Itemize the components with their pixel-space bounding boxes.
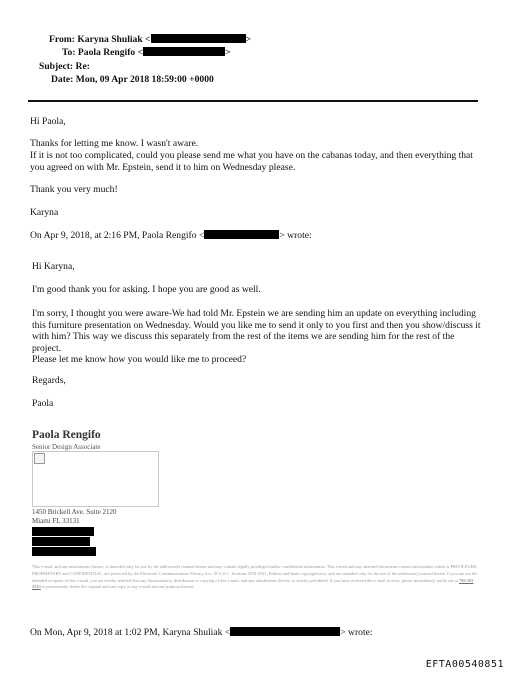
quote-intro-1 (30, 230, 485, 242)
to-label: To: (62, 47, 76, 58)
from-line (49, 34, 251, 46)
disclaimer (32, 564, 482, 591)
reply-signoff: Karyna (30, 207, 59, 218)
quote-greeting: Hi Karyna, (32, 261, 75, 272)
disclaimer-text-b: to permanently delete the original and any copy of any e-mail and any printout thereof. (41, 584, 195, 590)
quote-intro-1-prefix: On Apr 9, 2018, at 2:16 PM, Paola Rengifo < (30, 230, 205, 241)
date-label: Date: (51, 74, 74, 85)
redaction-bar (143, 47, 225, 56)
signature-title: Senior Design Associate (32, 443, 101, 451)
quote-intro-1-suffix: > wrote: (279, 230, 312, 241)
document-id: EFTA00540851 (425, 659, 504, 670)
date-line (51, 74, 214, 86)
redaction-bar (151, 34, 246, 43)
reply-greeting: Hi Paola, (30, 116, 66, 127)
quote-intro-2-suffix: > wrote: (340, 627, 373, 638)
from-value: Karyna Shuliak < (77, 34, 151, 45)
subject-label: Subject: (39, 61, 74, 72)
subject-value: Re: (75, 61, 90, 72)
broken-image-icon (34, 453, 45, 464)
reply-line-2: If it is not too complicated, could you please send me what you have on the cabanas today, and then everything that you agreed on with Mr. Epstein, send it to him on Wednesday please. (30, 150, 473, 173)
to-value: Paola Rengifo < (77, 47, 144, 58)
from-close: > (245, 34, 251, 45)
redaction-bar (32, 547, 96, 556)
quote-name: Paola (32, 398, 54, 409)
quote-line-1: I'm good thank you for asking. I hope you are good as well. (32, 284, 261, 295)
signature-logo-placeholder (32, 451, 159, 507)
subject-line (39, 61, 90, 73)
redaction-bar (32, 537, 90, 546)
redaction-bar (204, 230, 279, 239)
signature-address (32, 508, 116, 526)
redaction-bar (230, 627, 340, 636)
disclaimer-text-a: This e-mail, and any attachments thereto, is intended only for use by the addressee(s) named herein and may contain legally privileged and/or confidential information. This e-mail and any attached documents contain information which is PRIVILEGED, PROPRIETARY and CONFIDENTIAL, are protected by the Electronic Communications Privacy Act, 18 U.S.C. Sections 2510-2521, Federal and State copyright laws, and are intended only for the use of the addressee(s) named herein. If you are not the intended recipient of this e-mail, you are hereby notified that any dissemination, distribution or copying of this e-mail, and any attachments thereto, is strictly prohibited. If you have received this e-mail in error, please immediately notify me at (32, 564, 478, 583)
reply-thanks: Thank you very much! (30, 184, 118, 195)
signature-name: Paola Rengifo (32, 429, 101, 441)
quote-intro-2 (30, 627, 485, 639)
redaction-bar (32, 527, 94, 536)
to-line (62, 47, 231, 59)
address-line-2: Miami FL 33131 (32, 517, 80, 526)
from-label: From: (49, 34, 75, 45)
disclaimer-phone-link[interactable]: 786 502 4543 (32, 577, 474, 590)
quote-intro-2-prefix: On Mon, Apr 9, 2018 at 1:02 PM, Karyna Shuliak < (30, 627, 231, 638)
header-divider (28, 100, 478, 102)
reply-line-1: Thanks for letting me know. I wasn't aware. (30, 138, 199, 149)
date-value: Mon, 09 Apr 2018 18:59:00 +0000 (75, 74, 214, 85)
quote-regards: Regards, (32, 375, 66, 386)
quote-body: I'm sorry, I thought you were aware-We had told Mr. Epstein we are sending him an update on everything including this furniture presentation on Wednesday. Would you like me to send it only to you first and then you show/discuss it with him? This way we discuss this separately from the rest of the items we are sending him for the rest of the project. (32, 308, 481, 355)
address-line-1: 1450 Brickell Ave. Suite 2120 (32, 508, 117, 516)
quote-proceed: Please let me know how you would like me to proceed? (32, 354, 247, 365)
to-close: > (225, 47, 231, 58)
